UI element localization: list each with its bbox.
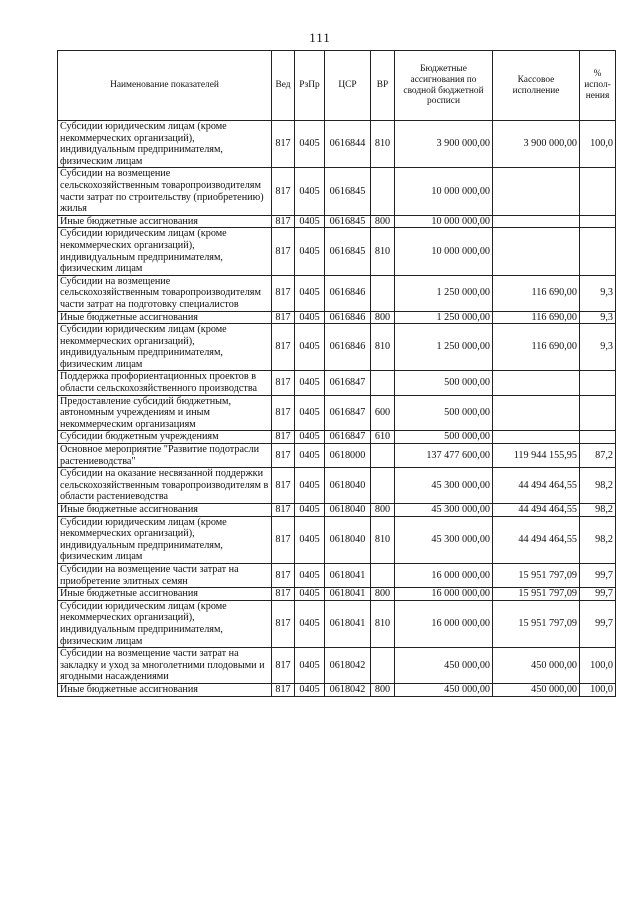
cell-rzpr: 0405 — [295, 121, 325, 168]
cell-budget: 10 000 000,00 — [395, 228, 493, 275]
cell-cash: 15 951 797,09 — [493, 563, 580, 587]
cell-pct: 99,7 — [580, 588, 616, 601]
cell-ved: 817 — [272, 600, 295, 647]
cell-ved: 817 — [272, 324, 295, 371]
cell-budget: 500 000,00 — [395, 431, 493, 444]
cell-csr: 0618040 — [325, 468, 371, 504]
cell-rzpr: 0405 — [295, 215, 325, 228]
cell-ved: 817 — [272, 311, 295, 324]
cell-name: Иные бюджетные ассигнования — [58, 504, 272, 517]
table-row — [58, 516, 616, 563]
cell-cash: 15 951 797,09 — [493, 600, 580, 647]
cell-ved: 817 — [272, 395, 295, 431]
cell-name: Субсидии на возмещение сельскохозяйственным товаропроизводителям части затрат по строительству (приобретению) жилья — [58, 168, 272, 215]
cell-vr — [371, 563, 395, 587]
cell-pct: 87,2 — [580, 444, 616, 468]
cell-ved: 817 — [272, 588, 295, 601]
cell-budget: 45 300 000,00 — [395, 516, 493, 563]
cell-pct: 9,3 — [580, 275, 616, 311]
cell-vr: 810 — [371, 516, 395, 563]
cell-csr: 0618000 — [325, 444, 371, 468]
table-row — [58, 324, 616, 371]
cell-ved: 817 — [272, 563, 295, 587]
cell-pct: 100,0 — [580, 648, 616, 684]
cell-rzpr: 0405 — [295, 324, 325, 371]
cell-rzpr: 0405 — [295, 275, 325, 311]
cell-pct: 9,3 — [580, 324, 616, 371]
cell-budget: 3 900 000,00 — [395, 121, 493, 168]
column-header-ved: Вед — [272, 51, 295, 121]
cell-budget: 16 000 000,00 — [395, 588, 493, 601]
cell-vr: 810 — [371, 600, 395, 647]
table-row — [58, 228, 616, 275]
cell-cash: 44 494 464,55 — [493, 516, 580, 563]
cell-budget: 1 250 000,00 — [395, 275, 493, 311]
column-header-rzpr: РзПр — [295, 51, 325, 121]
table-row — [58, 468, 616, 504]
cell-csr: 0616844 — [325, 121, 371, 168]
cell-csr: 0616847 — [325, 431, 371, 444]
cell-name: Субсидии на возмещение сельскохозяйственным товаропроизводителям части затрат на подготовку специалистов — [58, 275, 272, 311]
cell-vr — [371, 168, 395, 215]
cell-budget: 450 000,00 — [395, 648, 493, 684]
table-row — [58, 215, 616, 228]
cell-cash: 3 900 000,00 — [493, 121, 580, 168]
column-header-csr: ЦСР — [325, 51, 371, 121]
cell-ved: 817 — [272, 648, 295, 684]
cell-ved: 817 — [272, 371, 295, 395]
cell-csr: 0618041 — [325, 588, 371, 601]
cell-vr — [371, 468, 395, 504]
cell-budget: 45 300 000,00 — [395, 504, 493, 517]
cell-rzpr: 0405 — [295, 168, 325, 215]
cell-cash: 44 494 464,55 — [493, 504, 580, 517]
cell-cash — [493, 168, 580, 215]
cell-name: Субсидии на возмещение части затрат на приобретение элитных семян — [58, 563, 272, 587]
cell-rzpr: 0405 — [295, 600, 325, 647]
table-row — [58, 311, 616, 324]
cell-csr: 0616845 — [325, 228, 371, 275]
cell-rzpr: 0405 — [295, 371, 325, 395]
cell-cash: 44 494 464,55 — [493, 468, 580, 504]
cell-csr: 0616845 — [325, 215, 371, 228]
cell-csr: 0618041 — [325, 563, 371, 587]
cell-name: Иные бюджетные ассигнования — [58, 311, 272, 324]
page-number: 111 — [309, 30, 331, 45]
cell-cash: 116 690,00 — [493, 275, 580, 311]
column-header-budget: Бюджетные ассигнования по сводной бюджетной росписи — [395, 51, 493, 121]
cell-pct: 98,2 — [580, 516, 616, 563]
cell-rzpr: 0405 — [295, 563, 325, 587]
cell-vr: 800 — [371, 504, 395, 517]
cell-vr: 810 — [371, 121, 395, 168]
cell-rzpr: 0405 — [295, 683, 325, 696]
cell-rzpr: 0405 — [295, 504, 325, 517]
table-header-row — [58, 51, 616, 121]
cell-rzpr: 0405 — [295, 431, 325, 444]
cell-vr — [371, 371, 395, 395]
cell-pct — [580, 395, 616, 431]
cell-vr — [371, 275, 395, 311]
column-header-cash: Кассовое исполнение — [493, 51, 580, 121]
cell-csr: 0618040 — [325, 504, 371, 517]
cell-name: Субсидии юридическим лицам (кроме некоммерческих организаций), индивидуальным предпринимателям, физическим лицам — [58, 516, 272, 563]
table-row — [58, 444, 616, 468]
table-row — [58, 600, 616, 647]
cell-budget: 16 000 000,00 — [395, 563, 493, 587]
cell-cash — [493, 371, 580, 395]
cell-vr: 800 — [371, 311, 395, 324]
cell-pct: 98,2 — [580, 468, 616, 504]
cell-pct: 99,7 — [580, 563, 616, 587]
cell-csr: 0618042 — [325, 648, 371, 684]
cell-pct — [580, 228, 616, 275]
cell-cash — [493, 215, 580, 228]
table-row — [58, 275, 616, 311]
cell-csr: 0618042 — [325, 683, 371, 696]
cell-name: Предоставление субсидий бюджетным, автономным учреждениям и иным некоммерческим организациям — [58, 395, 272, 431]
cell-budget: 500 000,00 — [395, 371, 493, 395]
cell-ved: 817 — [272, 504, 295, 517]
cell-name: Субсидии юридическим лицам (кроме некоммерческих организаций), индивидуальным предпринимателям, физическим лицам — [58, 228, 272, 275]
cell-vr — [371, 444, 395, 468]
cell-csr: 0616846 — [325, 275, 371, 311]
cell-rzpr: 0405 — [295, 468, 325, 504]
cell-name: Иные бюджетные ассигнования — [58, 588, 272, 601]
cell-csr: 0616847 — [325, 395, 371, 431]
cell-name: Субсидии на оказание несвязанной поддержки сельскохозяйственным товаропроизводителям в области растениеводства — [58, 468, 272, 504]
cell-ved: 817 — [272, 215, 295, 228]
cell-budget: 45 300 000,00 — [395, 468, 493, 504]
cell-name: Основное мероприятие "Развитие подотрасли растениеводства" — [58, 444, 272, 468]
cell-vr: 610 — [371, 431, 395, 444]
cell-ved: 817 — [272, 683, 295, 696]
cell-pct — [580, 431, 616, 444]
cell-vr: 810 — [371, 324, 395, 371]
cell-vr: 800 — [371, 588, 395, 601]
column-header-name: Наименование показателей — [58, 51, 272, 121]
cell-csr: 0616846 — [325, 311, 371, 324]
table-row — [58, 371, 616, 395]
cell-csr: 0618040 — [325, 516, 371, 563]
cell-cash: 450 000,00 — [493, 648, 580, 684]
table-row — [58, 683, 616, 696]
cell-ved: 817 — [272, 168, 295, 215]
cell-budget: 10 000 000,00 — [395, 215, 493, 228]
cell-pct: 98,2 — [580, 504, 616, 517]
cell-rzpr: 0405 — [295, 648, 325, 684]
cell-csr: 0616847 — [325, 371, 371, 395]
cell-cash: 116 690,00 — [493, 324, 580, 371]
cell-cash — [493, 431, 580, 444]
cell-name: Субсидии юридическим лицам (кроме некоммерческих организаций), индивидуальным предпринимателям, физическим лицам — [58, 121, 272, 168]
cell-cash: 450 000,00 — [493, 683, 580, 696]
cell-cash: 116 690,00 — [493, 311, 580, 324]
cell-pct: 9,3 — [580, 311, 616, 324]
cell-pct — [580, 215, 616, 228]
cell-pct: 100,0 — [580, 683, 616, 696]
cell-vr — [371, 648, 395, 684]
cell-pct: 100,0 — [580, 121, 616, 168]
cell-budget: 450 000,00 — [395, 683, 493, 696]
cell-budget: 500 000,00 — [395, 395, 493, 431]
cell-rzpr: 0405 — [295, 311, 325, 324]
cell-ved: 817 — [272, 275, 295, 311]
table-row — [58, 121, 616, 168]
cell-pct: 99,7 — [580, 600, 616, 647]
cell-ved: 817 — [272, 516, 295, 563]
cell-csr: 0616845 — [325, 168, 371, 215]
cell-name: Иные бюджетные ассигнования — [58, 683, 272, 696]
cell-ved: 817 — [272, 121, 295, 168]
cell-vr: 800 — [371, 215, 395, 228]
cell-cash — [493, 228, 580, 275]
cell-name: Субсидии юридическим лицам (кроме некоммерческих организаций), индивидуальным предпринимателям, физическим лицам — [58, 600, 272, 647]
cell-ved: 817 — [272, 228, 295, 275]
table-row — [58, 648, 616, 684]
cell-budget: 10 000 000,00 — [395, 168, 493, 215]
table-row — [58, 504, 616, 517]
cell-budget: 1 250 000,00 — [395, 311, 493, 324]
cell-name: Иные бюджетные ассигнования — [58, 215, 272, 228]
cell-pct — [580, 371, 616, 395]
column-header-pct: % испол-нения — [580, 51, 616, 121]
cell-ved: 817 — [272, 431, 295, 444]
cell-cash: 119 944 155,95 — [493, 444, 580, 468]
cell-csr: 0616846 — [325, 324, 371, 371]
cell-cash: 15 951 797,09 — [493, 588, 580, 601]
table-row — [58, 588, 616, 601]
cell-cash — [493, 395, 580, 431]
cell-name: Поддержка профориентационных проектов в области сельскохозяйственного производства — [58, 371, 272, 395]
table-body — [58, 121, 616, 697]
table-row — [58, 563, 616, 587]
cell-budget: 1 250 000,00 — [395, 324, 493, 371]
cell-budget: 16 000 000,00 — [395, 600, 493, 647]
cell-pct — [580, 168, 616, 215]
cell-name: Субсидии бюджетным учреждениям — [58, 431, 272, 444]
cell-name: Субсидии юридическим лицам (кроме некоммерческих организаций), индивидуальным предпринимателям, физическим лицам — [58, 324, 272, 371]
budget-execution-table — [57, 50, 616, 697]
cell-ved: 817 — [272, 444, 295, 468]
table-row — [58, 395, 616, 431]
cell-rzpr: 0405 — [295, 395, 325, 431]
cell-vr: 810 — [371, 228, 395, 275]
cell-rzpr: 0405 — [295, 516, 325, 563]
cell-rzpr: 0405 — [295, 588, 325, 601]
cell-budget: 137 477 600,00 — [395, 444, 493, 468]
table-row — [58, 431, 616, 444]
cell-vr: 800 — [371, 683, 395, 696]
cell-name: Субсидии на возмещение части затрат на закладку и уход за многолетними плодовыми и ягодными насаждениями — [58, 648, 272, 684]
cell-rzpr: 0405 — [295, 228, 325, 275]
cell-rzpr: 0405 — [295, 444, 325, 468]
table-row — [58, 168, 616, 215]
cell-csr: 0618041 — [325, 600, 371, 647]
cell-ved: 817 — [272, 468, 295, 504]
column-header-vr: ВР — [371, 51, 395, 121]
cell-vr: 600 — [371, 395, 395, 431]
